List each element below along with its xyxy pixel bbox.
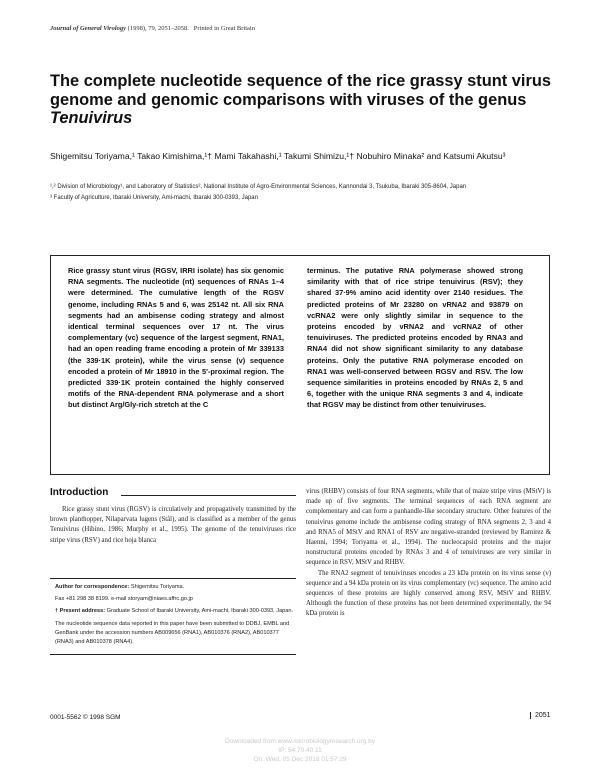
watermark-line-2: IP: 54.70.40.11 — [278, 747, 322, 754]
introduction-left-paragraph: Rice grassy stunt virus (RGSV) is circulatively and propagatively transmitted by the brown planthopper, Nilaparvata lugens (Stål), and is classified as a member of the genus Tenuivirus (Hibino, 1986; Murphy et al., 1995). The genome of the tenuiviruses rice stripe virus (RSV) and rice hoja blanca — [50, 506, 296, 544]
paper-title — [50, 72, 560, 128]
download-watermark — [0, 737, 600, 764]
right-column — [306, 487, 551, 620]
journal-name: Journal of General Virology — [50, 25, 127, 32]
present-address-note — [55, 607, 296, 616]
abstract-left-column: Rice grassy stunt virus (RGSV, IRRI isolate) has six genomic RNA segments. The nucleotide (nt) sequences of RNAs 1–4 were determined. The cumulative length of the RGSV genome, including RNAs 5 and 6, was 25142 nt. All six RNA segments had an ambisense coding strategy and almost identical terminal sequences over 17 nt. The virus complementary (vc) sequence of the largest segment, RNA1, had an open reading frame encoding a protein of Mr 339133 (the 339·1K protein), while the virus sense (v) sequence encoded a protein of Mr 18910 in the 5′-proximal region. The predicted 339·1K protein contained the highly conserved motifs of the RNA-dependent RNA polymerase and a short but distinct Arg/Gly-rich stretch at the C — [68, 266, 284, 410]
contact-note: Fax +81 298 38 8199. e-mail storyam@niaes.affrc.go.jp — [55, 596, 193, 603]
author-list: Shigemitsu Toriyama,¹ Takao Kimishima,¹† Mami Takahashi,¹ Takumi Shimizu,¹† Nobuhiro Minaka² and Katsumi Akutsu³ — [50, 151, 506, 161]
footnotes-box — [50, 578, 296, 655]
present-address-label: † Present address: — [55, 608, 107, 615]
title-main: The complete nucleotide sequence of the rice grassy stunt virus genome and genomic comparisons with viruses of the genus — [50, 72, 551, 109]
abstract-box — [50, 255, 550, 475]
right-paragraph-2: The RNA2 segment of tenuiviruses encodes a 23 kDa protein on its virus sense (v) sequence and a 94 kDa protein on its virus complementary (vc) sequence. The amino acid sequences of these proteins are highly conserved among RSV, MStV and RHBV. Although the function of these proteins has not been determined experimentally, the 94 kDa protein is — [306, 569, 551, 618]
present-address-text: Graduate School of Ibaraki University, Ami-machi, Ibaraki 300-0393, Japan. — [106, 608, 294, 615]
abstract-right-column: terminus. The putative RNA polymerase showed strong similarity with that of rice stripe tenuivirus (RSV); they shared 37·9% amino acid identity over 2140 residues. The predicted proteins of Mr 23280 on vRNA2 and 93879 on vcRNA2 were only slightly similar in sequence to the proteins encoded by vRNA2 and vcRNA2 of other tenuiviruses. The predicted proteins encoded by RNA3 and RNA4 did not show significant similarity to any database proteins. Only the putative RNA polymerase encoded on RNA1 was well-conserved between RGSV and RSV. The low sequence similarities in proteins encoded by RNAs 2, 5 and 6, together with the unique RNA segments 3 and 4, indicate that RGSV may be distinct from other tenuiviruses. — [307, 266, 523, 410]
affiliation-1: ¹,² Division of Microbiology¹, and Laboratory of Statistics², National Institute of Agro-Environmental Sciences, Kannondai 3, Tsukuba, Ibaraki 305-8604, Japan — [50, 184, 467, 190]
citation: (1998), 79, 2051–2058. — [126, 25, 189, 32]
page-number: 2051 — [530, 712, 551, 719]
introduction-heading: Introduction — [50, 487, 109, 498]
database-note: The nucleotide sequence data reported in this paper have been submitted to DDBJ, EMBL and GenBank under the accession numbers AB009656 (RNA1), AB010376 (RNA2), AB010377 (RNA3) and AB010378 (RNA4). — [55, 620, 290, 646]
title-genus: Tenuivirus — [50, 109, 133, 127]
journal-header — [50, 25, 255, 32]
printed-note: Printed in Great Britain — [193, 25, 255, 32]
right-paragraph-1: virus (RHBV) consists of four RNA segments, while that of maize stripe virus (MStV) is made up of five segments. The terminal sequences of each RNA segment are complementary and can form a panhandle-like secondary structure. Other features of the tenuivirus genome include the ambisense coding strategy of RNA segments 2, 3 and 4 and RNA5 of MStV and RNA1 of RSV are negative-stranded (reviewed by Ramirez & Haenni, 1994; Toriyama et al., 1994). The nucleocapsid proteins and the major nonstructural proteins encoded by RNAs 3 and 4 of tenuiviruses are very similar in sequence in RSV, MStV and RHBV. — [306, 488, 551, 567]
heading-rule — [121, 495, 296, 496]
affiliations — [50, 182, 560, 203]
correspondence-note — [55, 583, 296, 592]
issn-footer: 0001-5562 © 1998 SGM — [50, 714, 121, 721]
watermark-line-3: On: Wed, 05 Dec 2018 01:57:29 — [253, 756, 347, 763]
correspondence-label: Author for correspondence: — [55, 584, 131, 590]
correspondence-name: Shigemitsu Toriyama. — [130, 584, 185, 590]
affiliation-2: ³ Faculty of Agriculture, Ibaraki University, Ami-machi, Ibaraki 300-0393, Japan — [50, 194, 258, 201]
watermark-line-1: Downloaded from www.microbiologyresearch.org by — [225, 738, 375, 745]
